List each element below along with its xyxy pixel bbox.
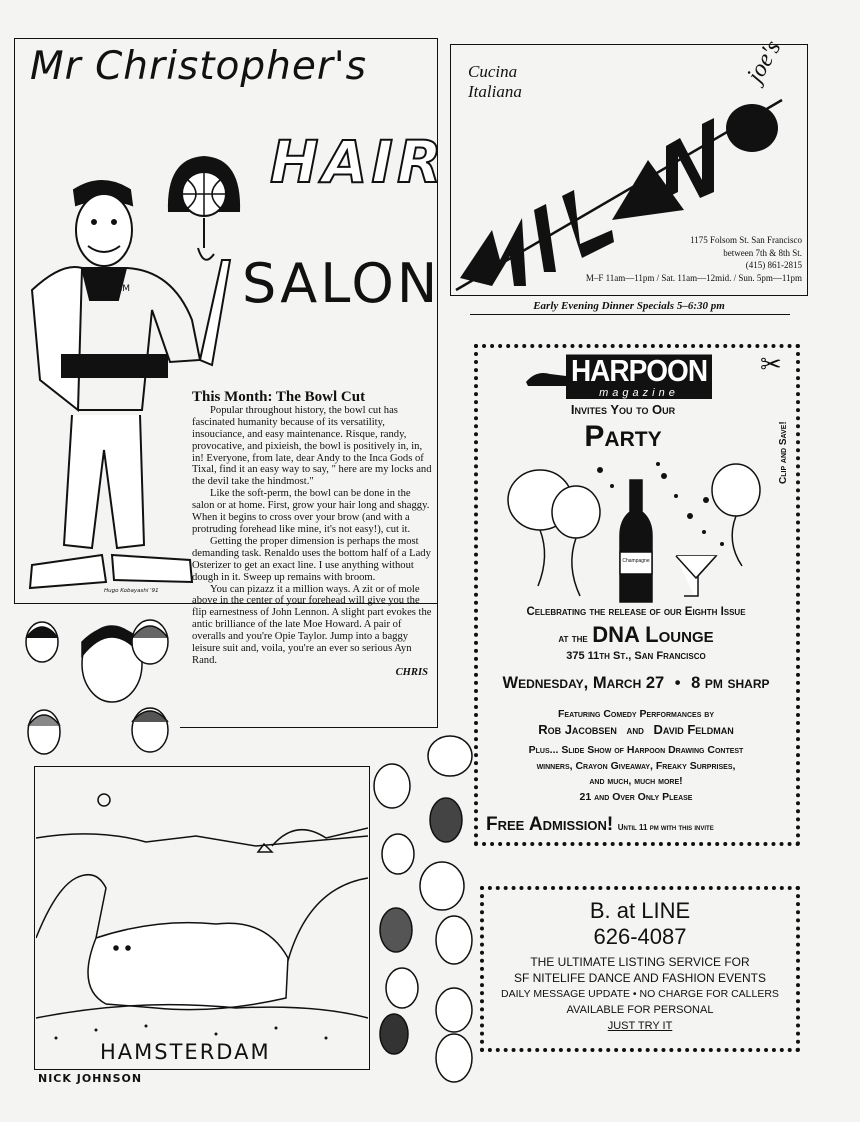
artist-signature: Hugo Kobayashi '91 [104, 588, 159, 594]
article-paragraph: You can pizazz it a million ways. A zit or of mole above in the center of your forehead will give you the flip earnestness of John Lennon. A slight part evokes the antic brilliance of the late Moe Howard. A pair of overalls and you're Opie Taylor. Jump into a baggy leisure suit and, voila, you're an ever so serious Ayn Rand. [192, 583, 432, 666]
champagne-celebration-illustration [500, 456, 772, 604]
batline-line: THE ULTIMATE LISTING SERVICE FOR [530, 955, 750, 969]
batline-name: B. at LINE [589, 898, 691, 923]
salon-title: Mr Christopher's [30, 44, 367, 89]
milano-logo-script: joe's [742, 36, 787, 87]
milano-hours: M–F 11am—11pm / Sat. 11am—12mid. / Sun. 5pm—11pm [585, 272, 802, 283]
batline-ad [484, 898, 796, 1034]
hamsterdam-artist: NICK JOHNSON [38, 1072, 143, 1085]
salon-title-hair: HAIR [270, 128, 446, 196]
article-paragraph: Popular throughout history, the bowl cut has fascinated humanity because of its versatility, insouciance, and easy maintenance. Risque, randy, provocative, and pixieish, the bowl is positively in, in, in! Everyone, from late, dear Andy to the Inca Gods of Tixal, find it an easy way to say, " here are my locks and the devil take the hindmost." [192, 404, 432, 488]
harpoon-venue: DNA Lounge [592, 622, 714, 647]
champagne-label: Champagne [622, 558, 650, 564]
harpoon-admission-line [486, 814, 796, 836]
batline-line: DAILY MESSAGE UPDATE • NO CHARGE FOR CALLERS [501, 988, 779, 1000]
hamsterdam-illustration [36, 768, 368, 1068]
harpoon-party: Party [584, 420, 662, 453]
bowl-cut-heads-illustration [18, 612, 178, 762]
bowl-haircut-illustration [162, 148, 246, 272]
harpoon-extra-line: winners, Crayon Giveaway, Freaky Surprises, [536, 759, 736, 772]
milano-specials: Early Evening Dinner Specials 5–6:30 pm [533, 300, 725, 312]
harpoon-extra-line: and much, much more! [589, 775, 683, 787]
harpoon-whale-icon [526, 364, 566, 388]
harpoon-date-line [480, 674, 792, 693]
harpoon-performer: David Feldman [653, 722, 734, 737]
milano-tagline-line: Cucina [468, 62, 518, 81]
salon-article [192, 389, 432, 679]
milano-tagline-line: Italiana [468, 82, 522, 101]
harpoon-extras [484, 743, 788, 805]
milano-rule [470, 314, 790, 315]
article-byline: CHRIS [395, 666, 428, 678]
hamsterdam-caption: HAMSTERDAM [100, 1040, 271, 1064]
harpoon-venue-line [484, 622, 788, 648]
harpoon-extra-line: Plus... Slide Show of Harpoon Drawing Contest [528, 744, 744, 756]
harpoon-at-the: at the [558, 631, 588, 645]
article-paragraph: Like the soft-perm, the bowl can be done in the salon or at home. First, grow your hair long and shaggy. When it begins to cross over your brow (and with a protruding forehead like mine, it's not easy!), cut it. [192, 488, 430, 535]
harpoon-and: and [626, 725, 644, 737]
harpoon-performers [484, 722, 788, 737]
harpoon-free-admission: Free Admission! [486, 814, 614, 835]
salon-title-salon: SALON [242, 252, 441, 315]
harpoon-time: 8 pm sharp [691, 674, 770, 692]
article-heading: This Month: The Bowl Cut [192, 389, 366, 405]
harpoon-date: Wednesday, March 27 [502, 674, 665, 692]
harpoon-logo-sub: magazine [566, 387, 712, 399]
article-paragraph: Getting the proper dimension is perhaps the most demanding task. Renaldo uses the bottom half of a Lady Osterizer to get an exact line. I use anything without dough in it. Sweep up remains with broom. [192, 535, 431, 583]
harpoon-until: Until 11 pm with this invite [617, 823, 714, 832]
milano-address: 1175 Folsom St. San Francisco [690, 235, 802, 245]
scissors-icon: ✂ [760, 350, 782, 379]
harpoon-logo-word: HARPOON [566, 355, 712, 388]
batline-line: JUST TRY IT [607, 1020, 673, 1032]
harpoon-featuring: Featuring Comedy Performances by [557, 708, 714, 720]
bald-heads-illustration [370, 734, 480, 1094]
clip-and-save: Clip and Save! [778, 421, 789, 484]
harpoon-venue-address: 375 11th St., San Francisco [566, 650, 706, 662]
batline-phone: 626-4087 [593, 924, 687, 949]
harpoon-logo [566, 353, 712, 399]
harpoon-bullet: • [674, 674, 681, 692]
batline-line: AVAILABLE FOR PERSONAL [566, 1004, 714, 1016]
batline-line: SF NITELIFE DANCE AND FASHION EVENTS [513, 971, 767, 985]
milano-info [560, 234, 802, 284]
harpoon-invites: Invites You to Our [570, 402, 676, 417]
harpoon-performer: Rob Jacobsen [538, 722, 617, 737]
harpoon-age: 21 and Over Only Please [579, 790, 693, 803]
milano-address: between 7th & 8th St. [723, 247, 802, 258]
harpoon-celebrating: Celebrating the release of our Eighth Issue [526, 606, 746, 618]
milano-phone: (415) 861-2815 [745, 260, 802, 270]
shirt-monogram: CM [116, 284, 131, 294]
